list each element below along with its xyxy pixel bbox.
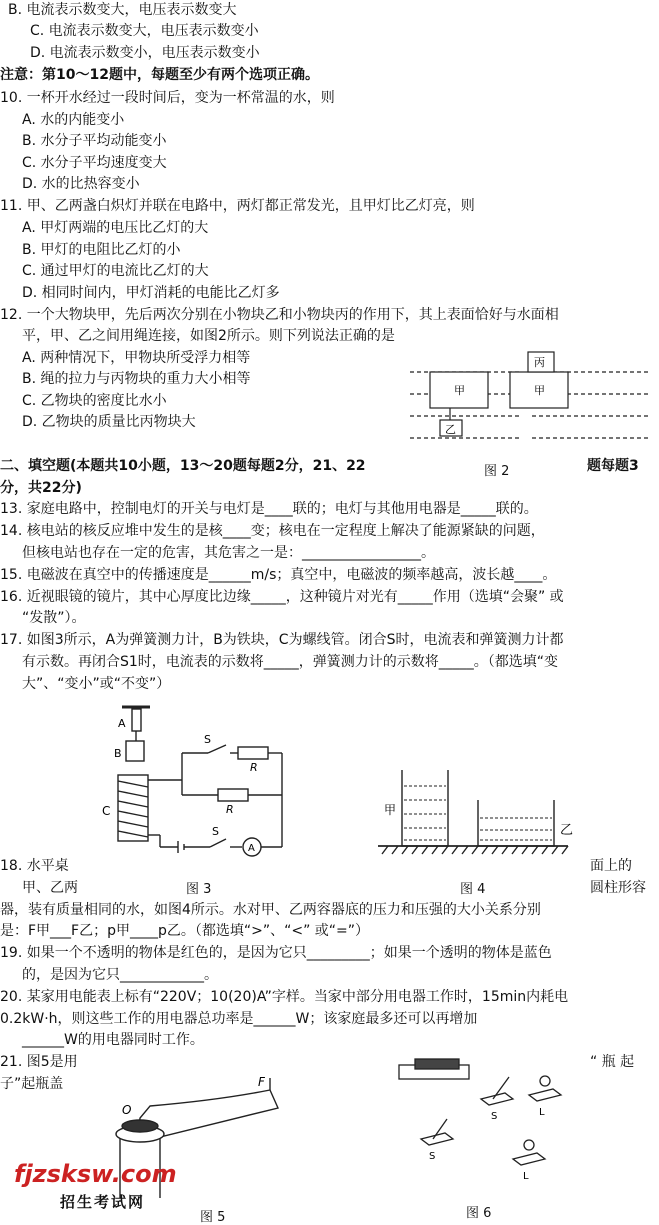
question-13: 13. 家庭电路中，控制电灯的开关与电灯是____联的；电灯与其他用电器是_____联的。 bbox=[0, 501, 538, 517]
question-19: 19. 如果一个不透明的物体是红色的，是因为它只_________；如果一个透明的物体是蓝色 bbox=[0, 945, 552, 961]
option-b-prev: B. 电流表示数变大，电压表示数变大 bbox=[8, 2, 237, 18]
q10-option-a: A. 水的内能变小 bbox=[22, 112, 125, 128]
watermark-name: 招生考试网 bbox=[60, 1193, 146, 1211]
question-18: 18. 水平桌 bbox=[0, 858, 69, 874]
q12-option-d: D. 乙物块的质量比丙物块大 bbox=[22, 414, 196, 430]
note-heading: 注意：第10～12题中，每题至少有两个选项正确。 bbox=[0, 67, 319, 83]
question-20: 20. 某家用电能表上标有“220V；10(20)A”字样。当家中部分用电器工作时，15min内耗电 bbox=[0, 989, 569, 1005]
q12-option-a: A. 两种情况下，甲物块所受浮力相等 bbox=[22, 350, 251, 366]
q11-option-a: A. 甲灯两端的电压比乙灯的大 bbox=[22, 220, 209, 236]
q10-option-d: D. 水的比热容变小 bbox=[22, 176, 140, 192]
q12-option-b: B. 绳的拉力与丙物块的重力大小相等 bbox=[22, 371, 251, 387]
question-18-cont3: 是：F甲___F乙；p甲____p乙。（都选填“>”、“<” 或“=”） bbox=[0, 923, 370, 939]
fig5-label-o: O bbox=[122, 1103, 132, 1117]
question-12-cont: 平，甲、乙之间用绳连接，如图2所示。则下列说法正确的是 bbox=[22, 328, 395, 344]
fig6-label-s1: S bbox=[491, 1111, 498, 1122]
watermark-site: fjzsksw.com bbox=[14, 1160, 177, 1188]
fig6-label-l1: L bbox=[539, 1107, 545, 1118]
question-17-cont: 有示数。再闭合S1时，电流表的示数将_____，弹簧测力计的示数将_____。（都选填“变 bbox=[22, 654, 559, 670]
figure-6-diagram bbox=[395, 1055, 575, 1185]
fig3-label-s: S bbox=[212, 825, 219, 838]
fig3-label-r2: R bbox=[226, 803, 234, 816]
question-17-cont2: 大”、“变小”或“不变”） bbox=[22, 676, 171, 692]
question-17: 17. 如图3所示，A为弹簧测力计，B为铁块，C为螺线管。闭合S时，电流表和弹簧测力计都 bbox=[0, 632, 564, 648]
question-14-cont: 但核电站也存在一定的危害，其危害之一是：_________________。 bbox=[22, 545, 435, 561]
question-19-cont: 的，是因为它只____________。 bbox=[22, 967, 218, 983]
q11-option-d: D. 相同时间内，甲灯消耗的电能比乙灯多 bbox=[22, 285, 280, 301]
question-14: 14. 核电站的核反应堆中发生的是核____变；核电在一定程度上解决了能源紧缺的问题， bbox=[0, 523, 545, 539]
fig2-label-yi: 乙 bbox=[445, 423, 456, 436]
fig2-label-bing: 丙 bbox=[534, 356, 545, 369]
fig3-label-s1: S bbox=[204, 733, 211, 746]
fig4-label-yi: 乙 bbox=[560, 823, 574, 838]
fig3-label-ammeter: A bbox=[248, 843, 255, 854]
figure-4-caption: 图 4 bbox=[460, 882, 486, 897]
question-10: 10. 一杯开水经过一段时间后，变为一杯常温的水，则 bbox=[0, 90, 335, 106]
q11-option-c: C. 通过甲灯的电流比乙灯的大 bbox=[22, 263, 209, 279]
section-2-heading-right: 题每题3 bbox=[587, 458, 639, 474]
section-2-heading-cont: 分，共22分) bbox=[0, 480, 82, 496]
figure-4-diagram bbox=[368, 770, 578, 860]
q10-option-b: B. 水分子平均动能变小 bbox=[22, 133, 167, 149]
figure-5-caption: 图 5 bbox=[200, 1210, 226, 1225]
question-21: 21. 图5是用 bbox=[0, 1054, 78, 1070]
fig6-label-l2: L bbox=[523, 1171, 529, 1182]
fig3-label-r1: R bbox=[250, 761, 258, 774]
question-20-cont: 0.2kW·h，则这些工作的用电器总功率是______W；该家庭最多还可以再增加 bbox=[0, 1011, 478, 1027]
question-16-cont: “发散”）。 bbox=[22, 610, 86, 626]
watermark-logo bbox=[14, 1160, 177, 1188]
fig3-label-b: B bbox=[114, 747, 122, 760]
question-18-right: 面上的 bbox=[590, 858, 632, 874]
question-21-right: “ 瓶 起 bbox=[590, 1054, 635, 1070]
question-20-cont2: ______W的用电器同时工作。 bbox=[22, 1032, 204, 1048]
fig3-label-a: A bbox=[118, 717, 126, 730]
question-15: 15. 电磁波在真空中的传播速度是______m/s；真空中，电磁波的频率越高，波长越____。 bbox=[0, 567, 557, 583]
q11-option-b: B. 甲灯的电阻比乙灯的小 bbox=[22, 242, 181, 258]
question-11: 11. 甲、乙两盏白炽灯并联在电路中，两灯都正常发光，且甲灯比乙灯亮，则 bbox=[0, 198, 475, 214]
question-12: 12. 一个大物块甲，先后两次分别在小物块乙和小物块丙的作用下，其上表面恰好与水面相 bbox=[0, 307, 559, 323]
question-18-cont2: 器，装有质量相同的水，如图4所示。水对甲、乙两容器底的压力和压强的大小关系分别 bbox=[0, 902, 541, 918]
fig2-label-jia-2: 甲 bbox=[534, 384, 545, 397]
figure-3-caption: 图 3 bbox=[186, 882, 212, 897]
fig3-label-c: C bbox=[102, 804, 111, 818]
figure-3-diagram bbox=[100, 705, 290, 855]
q12-option-c: C. 乙物块的密度比水小 bbox=[22, 393, 167, 409]
fig2-label-jia-1: 甲 bbox=[454, 384, 465, 397]
figure-2-caption: 图 2 bbox=[484, 464, 510, 479]
question-21-cont: 子”起瓶盖 bbox=[0, 1076, 64, 1092]
fig5-label-f: F bbox=[258, 1075, 265, 1089]
option-d-prev: D. 电流表示数变小，电压表示数变小 bbox=[30, 45, 260, 61]
fig4-label-jia: 甲 bbox=[384, 803, 397, 817]
q10-option-c: C. 水分子平均速度变大 bbox=[22, 155, 167, 171]
question-16: 16. 近视眼镜的镜片，其中心厚度比边缘_____，这种镜片对光有_____作用（选填“会聚” 或 bbox=[0, 589, 564, 605]
question-18-cont-right: 圆柱形容 bbox=[590, 880, 646, 896]
section-2-heading: 二、填空题(本题共10小题，13～20题每题2分，21、22 bbox=[0, 458, 366, 474]
fig6-label-s2: S bbox=[429, 1151, 436, 1162]
option-c-prev: C. 电流表示数变大，电压表示数变小 bbox=[30, 23, 259, 39]
question-18-cont: 甲、乙两 bbox=[22, 880, 78, 896]
figure-2-diagram bbox=[410, 350, 659, 450]
figure-6-caption: 图 6 bbox=[466, 1206, 492, 1221]
